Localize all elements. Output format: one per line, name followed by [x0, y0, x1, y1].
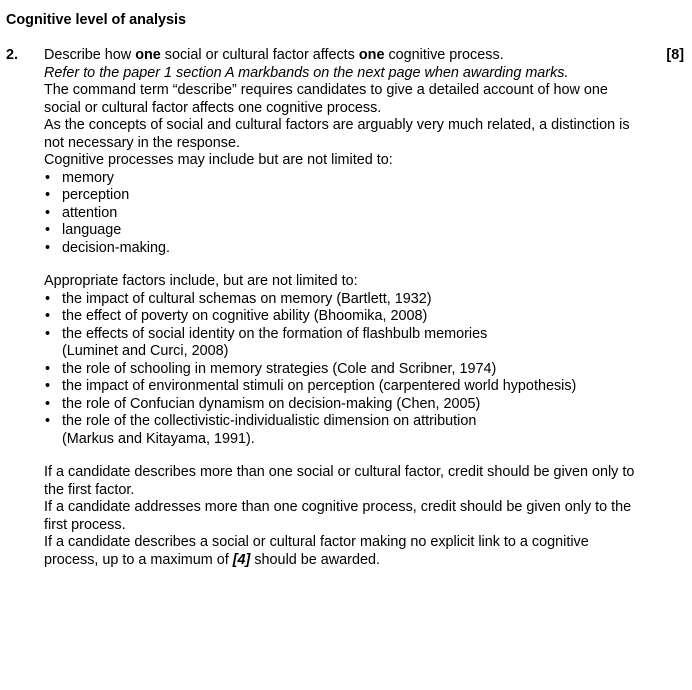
- list-item: • language: [45, 222, 122, 238]
- bullet-icon: •: [45, 169, 51, 186]
- cognitive-processes-list: [44, 170, 664, 258]
- question-marks: [8]: [666, 47, 684, 63]
- bullet-icon: •: [45, 204, 51, 221]
- list-item: • the impact of cultural schemas on memory (Bartlett, 1932): [45, 290, 432, 307]
- list-item: • the impact of environmental stimuli on perception (carpentered world hypothesis): [45, 378, 577, 394]
- distinction-paragraph: As the concepts of social and cultural factors are arguably very much related, a distinction is not necessary in the response.: [44, 117, 630, 151]
- question-number: 2.: [6, 47, 19, 63]
- multiple-processes-paragraph: If a candidate addresses more than one cognitive process, credit should be given only to the first process.: [44, 499, 632, 533]
- list-item: • attention: [45, 204, 118, 221]
- list-item: • the effect of poverty on cognitive ability (Bhoomika, 2008): [45, 308, 428, 324]
- bullet-icon: •: [45, 395, 51, 412]
- factors-list: [44, 290, 577, 449]
- bullet-icon: •: [45, 413, 51, 429]
- bullet-icon: •: [45, 360, 51, 377]
- bullet-icon: •: [45, 290, 51, 307]
- bullet-icon: •: [45, 308, 51, 324]
- list-item: • perception: [45, 187, 130, 203]
- list-item: • the role of the collectivistic-individualistic dimension on attribution (Markus and Kitayama, 1991).: [45, 413, 477, 447]
- bullet-icon: •: [45, 378, 51, 394]
- question-text: Describe how one social or cultural factor affects one cognitive process.: [44, 47, 504, 63]
- markscheme-content: [44, 47, 664, 569]
- max-mark: [4]: [232, 551, 251, 568]
- emphasis-one: one: [135, 47, 161, 63]
- factors-intro: Appropriate factors include, but are not limited to:: [44, 273, 358, 289]
- command-term-paragraph: The command term “describe” requires candidates to give a detailed account of how one social or cultural factor affects one cognitive process.: [44, 82, 608, 116]
- bullet-icon: •: [45, 187, 51, 203]
- emphasis-one: one: [358, 47, 385, 63]
- bullet-icon: •: [45, 222, 51, 238]
- section-title: Cognitive level of analysis: [6, 12, 186, 28]
- processes-intro: Cognitive processes may include but are not limited to:: [44, 152, 393, 168]
- list-item: • the effects of social identity on the formation of flashbulb memories (Luminet and Curci, 2008): [45, 325, 488, 359]
- list-item: • the role of Confucian dynamism on decision-making (Chen, 2005): [45, 395, 481, 412]
- markband-instruction: Refer to the paper 1 section A markbands on the next page when awarding marks.: [44, 64, 569, 81]
- bullet-icon: •: [45, 325, 51, 342]
- bullet-icon: •: [45, 239, 51, 256]
- list-item: • decision-making.: [45, 239, 170, 256]
- no-link-paragraph: If a candidate describes a social or cultural factor making no explicit link to a cognitive process, up to a maximum of [4] should be awarded.: [44, 534, 589, 568]
- multiple-factors-paragraph: If a candidate describes more than one social or cultural factor, credit should be given only to the first factor.: [44, 464, 635, 498]
- list-item: • the role of schooling in memory strategies (Cole and Scribner, 1974): [45, 360, 497, 377]
- list-item: • memory: [45, 169, 114, 186]
